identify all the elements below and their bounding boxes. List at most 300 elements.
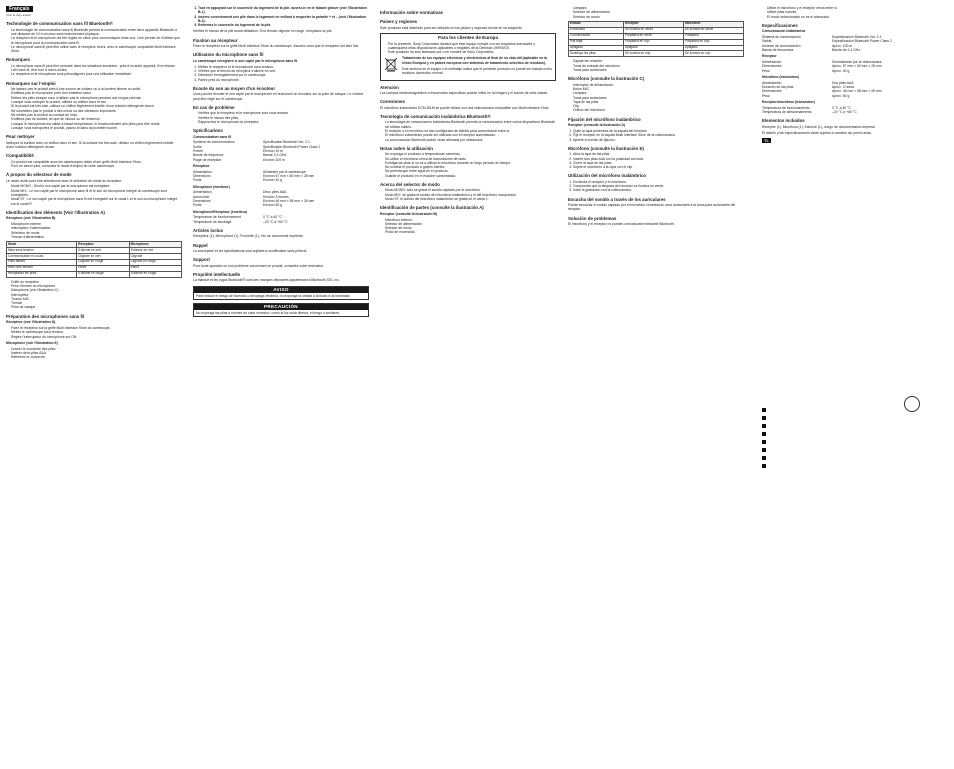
list-item: 2. Insérez correctement une pile dans le logement en veillant à respecter la polarité + et – (voir l'illustration B-2).	[198, 15, 369, 24]
list-item: • Mode ST : Le son capté par le microphone sans fil est enregistré sur le canal L et le son du microphone intégré sur le canal R.	[11, 197, 182, 206]
list-item: • Mode MIX : Le son capté par le microphone sans fil et le son du microphone intégré du caméscope sont enregistrés.	[11, 189, 182, 198]
spec-row	[193, 220, 369, 224]
list-item: • Rapprochez le microphone du récepteur.	[198, 120, 369, 124]
spec-key: Bande de fréquence	[193, 153, 224, 158]
spec-key: Peso	[762, 68, 770, 73]
list-item: • Lámpara	[573, 91, 744, 95]
precaution-head: PRECAUCIÓN	[194, 304, 368, 310]
list-mic2-es	[568, 152, 744, 169]
subheading-receptor: Receptor (consulte la ilustración B)	[380, 211, 438, 216]
heading-conexiones: Conexiones	[380, 99, 405, 105]
list-utilizacion	[568, 180, 744, 193]
heading-fijacion: Fijación del micrófono inalámbrico	[568, 116, 641, 122]
spec-list-es-1	[762, 35, 946, 52]
list-item: • Toma para auriculares	[573, 96, 744, 100]
heading-en-cas: En cas de problème	[193, 104, 235, 110]
list-item: • El modo seleccionado no es el adecuado.	[767, 15, 946, 19]
list-compat	[6, 160, 182, 169]
heading-selector: Acerca del selector de modo	[380, 182, 440, 188]
spec-value: Suministrada por la videocámara	[832, 60, 882, 65]
table-cell: Apagado	[623, 45, 683, 51]
list-item: • Témoin	[11, 301, 182, 305]
table-cell: Sustituya las pilas	[569, 51, 624, 57]
spec-list-es-4	[762, 106, 946, 115]
marker-square-icon	[762, 422, 792, 430]
paragraph-elementos: Receptor (1), Micrófono (1), Estuche (1), Juego de documentación impresa	[762, 124, 875, 129]
list-item: 3. Apriete el tornillo de fijación.	[573, 138, 744, 142]
table-cell: S'allume en rouge	[129, 271, 181, 277]
heading-articles: Articles inclus	[193, 227, 224, 233]
table-cell: Pila baja	[569, 39, 624, 45]
spec-key: Système de communication	[193, 140, 235, 145]
warning-box	[193, 286, 369, 300]
table-row	[7, 271, 182, 277]
subheading-spec4: Receptor/micrófono (transmisor)	[762, 99, 815, 104]
list-item: • Interruptor de alimentación	[573, 83, 744, 87]
spec-key: Dimensions	[193, 198, 211, 203]
table-cell: Clignote en rouge	[77, 259, 129, 265]
spec-value: Banda de 2,4 GHz	[832, 47, 860, 52]
heading-specifications: Spécifications	[193, 128, 223, 134]
table-cell: Se ilumina en rojo	[683, 51, 743, 57]
list-util	[193, 65, 369, 82]
spec-key: Banda de frecuencia	[762, 47, 794, 52]
column-spanish-1	[380, 6, 556, 237]
list-item: • Prise de casque	[11, 305, 182, 309]
spec-key: Poids	[193, 203, 202, 208]
list-item: • Lorsque le microphone est utilisé à basse température, le fonctionnement des piles peut être réduit.	[11, 122, 182, 126]
table-cell: Parpadea en rojo	[683, 39, 743, 45]
list-item: • Ne mettez pas le produit au contact de l'eau.	[11, 113, 182, 117]
spec-value: Environ 57 mm × 60 mm × 28 mm	[263, 173, 315, 178]
list-item: • Interrupteur	[11, 293, 182, 297]
table-cell: S'allume en vert	[129, 248, 181, 254]
list-item: • Lorsque vous transportez le produit, placez-le dans la pochette fournie.	[11, 126, 182, 130]
weee-notice	[383, 56, 553, 76]
spec-key: Dimensiones	[762, 89, 782, 94]
list-item: 4. Parlez près du microphone.	[198, 78, 369, 82]
list-remarques	[6, 64, 182, 77]
list-item: • Utilice pilas nuevas.	[767, 10, 946, 14]
heading-remarques-emploi: Remarques sur l'emploi	[6, 80, 56, 86]
spec-value: –20 °C à +60 °C	[263, 219, 288, 224]
table-cell: Piles faibles	[7, 259, 77, 265]
paragraph-rappel: La conception et les spécifications sont sujettes à modification sans préavis.	[193, 249, 308, 254]
spec-value: Especificación Bluetooth Power Class 2	[832, 39, 892, 44]
heading-elementos: Elementos incluidos	[762, 118, 805, 124]
list-item: • Selector de modo	[573, 15, 744, 19]
list-item: 2. Vérifiez que le témoin du récepteur s'allume en vert.	[198, 69, 369, 73]
spec-value: Bande 2,4 GHz	[263, 153, 287, 158]
heading-remarques: Remarques	[6, 57, 30, 63]
list-item: • Fixez le récepteur sur la griffe Multi Interface Shoe du caméscope.	[11, 326, 182, 330]
table-header: Estado	[569, 21, 624, 27]
list-emploi	[6, 87, 182, 130]
heading-escucha: Escucha del sonido a través de los auriculares	[568, 196, 666, 202]
list-item: 4. Sujete el micrófono a la ropa con el clip.	[573, 165, 744, 169]
list-item: • Modo ST: el sonido del micrófono inalámbrico se graba en el canal L.	[385, 197, 556, 201]
list-item: • Clip	[573, 104, 744, 108]
list-item: • Orificio del micrófono	[573, 108, 744, 112]
heading-atencion: Atención	[380, 84, 399, 90]
paragraph-selecteur: Le mode audio peut être sélectionné avec le sélecteur de mode du récepteur.	[6, 178, 123, 183]
spec-list-2	[193, 170, 369, 183]
spec-value: –20 °C a +60 °C	[832, 110, 857, 115]
list-item: • Modo MIX: se graba el sonido del micrófono inalámbrico y el del micrófono incorporado.	[385, 193, 556, 197]
list-item: • Ce produit est compatible avec les caméscopes dotés d'une griffe Multi Interface Shoe.	[11, 160, 182, 164]
table-cell: S'allume en rouge	[77, 271, 129, 277]
spec-key: Dimensiones	[762, 64, 782, 69]
heading-technology: Technologie de communication sans fil Bluetooth®	[6, 21, 113, 27]
list-item: • Piloto de encendido	[385, 230, 556, 234]
paragraph-solucion: El micrófono y el receptor no pueden comunicarse mediante Bluetooth.	[568, 222, 675, 227]
spec-key: Sistema de comunicación	[762, 35, 801, 40]
heading-tecnologia: Tecnología de comunicación inalámbrica Bluetooth®	[380, 114, 491, 119]
list-item: • Ouvrez le couvercle des piles.	[11, 347, 182, 351]
precaution-body: No exponga las pilas a fuentes de calor excesivo, como la luz solar directa, el fuego o similares.	[196, 311, 340, 316]
subheading-specs2: Récepteur	[193, 163, 210, 168]
list-item: • Mettez le caméscope sous tension.	[11, 330, 182, 334]
spec-value: Aprox. 50 g	[832, 93, 850, 98]
certification-seal-icon	[904, 396, 920, 412]
list-item: • El micrófono inalámbrico puede ser utilizado con el receptor suministrado.	[385, 133, 556, 137]
table-cell: Clignote	[129, 254, 181, 260]
spec-value: Spécification Bluetooth Power Class 2	[263, 144, 321, 149]
list-item: • Touche MIC	[11, 297, 182, 301]
spec-row	[193, 203, 369, 207]
heading-especificaciones: Especificaciones	[762, 22, 798, 28]
marker-square-icon	[762, 446, 792, 454]
spec-value: 0 °C à 40 °C	[263, 215, 282, 220]
list-item: • Vérifiez que le récepteur et le microphone sont sous tension.	[198, 111, 369, 115]
spec-value: Aprox. 3 horas	[832, 85, 855, 90]
paragraph-atencion: Los campos electromagnéticos a frecuencias específicas podrán influir en la imagen y el sonido de esta unidad.	[380, 91, 548, 95]
list-lead-col5	[762, 6, 946, 19]
list-item: • Selector de alimentación	[573, 10, 744, 14]
list-technology	[6, 28, 182, 54]
heading-selecteur: À propos du sélecteur de mode	[6, 172, 72, 178]
heading-ecoute: Écoute du son au moyen d'un écouteur	[193, 85, 276, 91]
spec-row	[762, 94, 946, 98]
crossed-bin-icon	[383, 56, 399, 72]
list-item: • N'utilisez pas de solvant, tel que de l'alcool ou de l'essence.	[11, 117, 182, 121]
status-table-es	[568, 21, 744, 57]
paragraph-paises: Este producto está diseñado para ser utilizado en los países y regiones donde se ha adquirido.	[380, 25, 523, 30]
list-item: • La réception et le microphone ont été réglés en usine pour communiquer entre eux. Ceci permet de n'utiliser que le microphone pour la communication sans fil.	[11, 36, 182, 45]
subheading-specs3: Microphone (émetteur)	[193, 184, 230, 189]
table-cell: Remplacez les piles	[7, 271, 77, 277]
spec-value: Aprox. 40 g	[832, 68, 850, 73]
spec-value: Spécification Bluetooth Ver. 2.1	[263, 140, 310, 145]
list-item: • Si le produit est très sale, utilisez un chiffon légèrement imbibé d'une solution détergente douce.	[11, 104, 182, 108]
list-item: • El receptor y el micrófono se han configurado de fábrica para comunicarse entre sí.	[385, 129, 556, 133]
list-item: • Este producto ha sido fabricado por o en nombre de Sony Corporation.	[388, 50, 553, 54]
spec-value: Environ 10 m	[263, 148, 283, 153]
list-item: • Le microphone sans fil peut être perturbé dans les situations suivantes : près d'un autre appareil, d'un réseau LAN sans fil, d'un four à micro-ondes.	[11, 64, 182, 73]
spec-value: Environ 3 heures	[263, 194, 289, 199]
subheading-spec3: Micrófono (transmisor)	[762, 74, 800, 79]
list-item: • Témoin d'alimentation	[11, 235, 182, 239]
list-item: • Retirez les piles lorsque vous n'utilisez pas le microphone pendant une longue période.	[11, 96, 182, 100]
list-identification	[6, 222, 182, 239]
list-item: • Tapa de las pilas	[573, 100, 744, 104]
spec-key: Température de stockage	[193, 219, 232, 224]
spec-row	[762, 69, 946, 73]
list-item: • La technologie de communication sans fil Bluetooth permet la communication entre deux appareils Bluetooth à une distance de 10 m environ sans branchement physique.	[11, 28, 182, 37]
paragraph-nettoyer: Nettoyez la surface avec un chiffon doux et sec. Si la surface est très sale, utilisez un chiffon légèrement imbibé d'une solution détergente douce.	[6, 140, 174, 149]
list-item: • Microphone externe	[11, 222, 182, 226]
warning-body: Para reducir el riesgo de incendio o descarga eléctrica, no exponga la unidad a la lluvia ni la humedad.	[196, 293, 351, 298]
list-ident-es	[380, 218, 556, 235]
list-item: 3. Refermez le couvercle du logement de la pile.	[198, 23, 369, 27]
spec-value: Deux piles AAA	[263, 190, 287, 195]
spec-key: Alcance de comunicación	[762, 43, 801, 48]
spec-key: Peso	[762, 93, 770, 98]
heading-preparation: Préparation des microphones sans fil	[6, 313, 85, 319]
spec-value: Environ 100 m	[263, 157, 285, 162]
spec-value: Environ 50 g	[263, 203, 283, 208]
spec-list-es-3	[762, 81, 946, 98]
list-item: • No exponga el producto a temperaturas extremas.	[385, 152, 556, 156]
list-item: • Zapata del receptor	[573, 59, 744, 63]
column-spanish-2	[568, 6, 744, 228]
table-cell: Apagado	[569, 45, 624, 51]
paragraph-propriete: La marque et les logos Bluetooth® sont des marques déposées appartenant à Bluetooth SIG, Inc.	[193, 278, 340, 283]
list-prep-mic	[6, 347, 182, 360]
spec-list-3	[193, 190, 369, 207]
list-item: • Le récepteur et le microphone sont préconfigurés pour une utilisation immédiate.	[11, 72, 182, 76]
list-item: • Prise d'entrée du microphone	[11, 284, 182, 288]
spec-value: Environ 40 g	[263, 178, 283, 183]
list-item: • Por la presente, Sony Corporation declara que este equipo cumple con los requisitos esenciales y cualesquiera otras disposiciones aplicables o exigibles de la Directiva 1999/5/CE.	[388, 42, 553, 51]
table-cell: Clignote en vert	[77, 254, 129, 260]
table-cell: S'allume en vert	[77, 248, 129, 254]
table-cell: Clignote en rouge	[129, 259, 181, 265]
table-cell: Se ilumina en verde	[623, 27, 683, 33]
list-item: 2. Inserte dos pilas AAA con la polaridad correcta.	[573, 157, 744, 161]
spec-key: Dimensions	[193, 173, 211, 178]
heading-rappel: Rappel	[193, 242, 208, 248]
subheading-recepteur: Récepteur (voir l'illustration B)	[6, 216, 56, 221]
list-lead	[193, 6, 369, 27]
spec-value: Environ 46 mm × 58 mm × 26 mm	[263, 198, 315, 203]
table-cell: Parpadea	[683, 33, 743, 39]
list-item: 2. Compruebe que la lámpara del receptor se ilumina en verde.	[573, 184, 744, 188]
list-item: • La tecnología de comunicación inalámbrica Bluetooth permite la comunicación entre varios dispositivos Bluetooth sin utilizar cables.	[385, 120, 556, 129]
list-item: • No utilice el micrófono cerca de transmisores de radio.	[385, 157, 556, 161]
spec-key: Duración de las pilas	[762, 85, 794, 90]
list-item: 2. Fije el receptor en la zapata Multi Interface Shoe de la videocámara.	[573, 133, 744, 137]
list-after-table-es	[568, 59, 744, 72]
list-item: • Modo MONO: solo se graba el sonido captado por el micrófono.	[385, 188, 556, 192]
list-item: • Sélecteur de mode	[11, 231, 182, 235]
list-item: 3. Cierre la tapa de las pilas.	[573, 161, 744, 165]
heading-utilizacion: Utilización del micrófono inalámbrico	[568, 173, 647, 179]
subheading-prep: Récepteur (voir l'illustration D)	[6, 320, 56, 325]
marker-square-icon	[762, 414, 792, 422]
spec-key: Température de fonctionnement	[193, 215, 241, 220]
paragraph-fixation: Fixez le récepteur sur la griffe Multi Interface Shoe du caméscope. Assurez-vous que le récepteur est bien fixé.	[193, 44, 360, 49]
subheading-prep-mic: Microphone (voir l'illustration E)	[6, 340, 58, 345]
list-item: • No someta el producto a golpes fuertes.	[385, 165, 556, 169]
spec-value: 0 °C a 40 °C	[832, 105, 851, 110]
spec-key: Alimentation	[193, 190, 212, 195]
list-item: • No permita que entre agua en el producto.	[385, 169, 556, 173]
spec-value: Especificación Bluetooth Ver. 2.1	[832, 35, 882, 40]
subheading-specs4: Microphone/Récepteur (émetteur)	[193, 209, 248, 214]
marker-square-icon	[762, 454, 792, 462]
list-item: • Interrupteur d'alimentation	[11, 226, 182, 230]
precaution-box	[193, 303, 369, 317]
table-cell: Apagado	[683, 45, 743, 51]
table-cell: Comunicación	[569, 33, 624, 39]
spec-key: Poids	[193, 178, 202, 183]
table-header: Micrófono	[683, 21, 743, 27]
table-row	[569, 51, 744, 57]
spec-row	[762, 110, 946, 114]
spec-key: Plage de réception	[193, 157, 222, 162]
paragraph-weee: Tratamiento de los equipos eléctricos y electrónicos al final de su vida útil (aplicable en la Unión Europea y en países europeos con sistemas de tratamiento selectivo de residuos).	[402, 56, 547, 65]
tl-badge: TL	[764, 138, 769, 144]
paragraph-weee-2: Este símbolo en el equipo o el embalaje indica que el presente producto no puede ser tratado como residuos doméstico normal.	[402, 66, 552, 75]
heading-identification: Identification des éléments (Voir l'illustration A)	[6, 209, 105, 215]
spec-key: Temperatura de funcionamiento	[762, 105, 810, 110]
spec-value: Dos pilas AAA	[832, 80, 854, 85]
list-item: • Refermez le couvercle.	[11, 355, 182, 359]
paragraph-support: Pour toute question ou tout problème concernant ce produit, consultez votre revendeur.	[193, 263, 324, 268]
list-en-cas	[193, 111, 369, 124]
spec-list-4	[193, 215, 369, 224]
heading-mic-es: Micrófono (consulte la ilustración C)	[568, 76, 645, 82]
spec-key: Alimentación	[762, 80, 782, 85]
list-item: • Toma de entrada del micrófono	[573, 64, 744, 68]
table-cell: Parpadea en rojo	[623, 39, 683, 45]
heading-mic2-es: Micrófono (consulte la ilustración E)	[568, 145, 644, 151]
list-item: 1. Quite la tapa protectora de la zapata del receptor.	[573, 129, 744, 133]
marker-square-icon	[762, 430, 792, 438]
list-item: • Griffe du récepteur	[11, 280, 182, 284]
column-spanish-3	[762, 6, 946, 144]
list-item: • Selector de modo	[385, 226, 556, 230]
list-item: 1. Tout en appuyant sur le couvercle du logement de la pile, ouvrez-le en le faisant glisser (voir l'illustration B-1).	[198, 6, 369, 15]
paragraph-battery: Vérifiez le niveau de la pile avant utilisation. Si le témoin clignote en rouge, remplacez la pile.	[193, 29, 333, 34]
list-mic-es	[568, 83, 744, 113]
spec-row	[762, 48, 946, 52]
list-item: • Toma para auriculares	[573, 68, 744, 72]
list-selecteur	[6, 184, 182, 205]
marker-square-icon	[762, 462, 792, 470]
column-french-2	[193, 6, 369, 319]
list-tecnologia	[380, 120, 556, 141]
table-cell: Se ilumina en verde	[683, 27, 743, 33]
table-cell: Éteint	[77, 265, 129, 271]
list-item: 3. Inicie la grabación con la videocámara.	[573, 188, 744, 192]
spec-list-es-2	[762, 60, 946, 73]
list-fijacion	[568, 129, 744, 142]
list-item: 1. Abra la tapa de las pilas.	[573, 152, 744, 156]
list-item: • Ne laissez pas le produit près d'une source de chaleur ou à la lumière directe du soleil.	[11, 87, 182, 91]
list-item: • Vérifiez le niveau des piles.	[198, 116, 369, 120]
spec-key: Alimentación	[762, 60, 782, 65]
table-header: Récepteur	[77, 242, 129, 248]
spec-list-1	[193, 140, 369, 161]
table-cell: Mise hors tension	[7, 265, 77, 271]
paragraph-nota: El diseño y las especificaciones están sujetos a cambios sin previo aviso.	[762, 130, 873, 135]
list-item: • Lorsque vous nettoyez le produit, utilisez un chiffon doux et sec.	[11, 100, 182, 104]
subheading-fijacion: Receptor (consulte la ilustración D)	[568, 123, 626, 128]
spec-value: Aprox. 46 mm × 58 mm × 26 mm	[832, 89, 882, 94]
list-item: • Extraiga las pilas si no va a utilizar el micrófono durante un largo período de tiempo.	[385, 161, 556, 165]
heading-notas: Notas sobre la utilización	[380, 145, 433, 151]
list-item: 1. Encienda el receptor y el micrófono.	[573, 180, 744, 184]
subheading-specs: Communication sans fil	[193, 134, 232, 139]
list-item: 1. Mettez le récepteur et le microphone sous tension.	[198, 65, 369, 69]
heading-solucion: Solución de problemas	[568, 215, 617, 221]
list-item: • La comunicación Bluetooth puede verse afectada por obstáculos.	[385, 138, 556, 142]
column-french-1	[6, 6, 182, 362]
logo-note: (Voir le logo avant)	[6, 13, 32, 17]
paragraph-ecoute: Vous pouvez écouter le son capté par le microphone en branchant un écouteur sur la prise de casque. Le volume peut être réglé sur le caméscope.	[193, 92, 364, 101]
heading-support: Support	[193, 257, 210, 263]
status-table-fr	[6, 241, 182, 277]
marker-square-icon	[762, 406, 792, 414]
table-cell: Encendido	[569, 27, 624, 33]
language-tab: Français	[6, 6, 33, 12]
list-item: • Guarde el producto en el estuche suministrado.	[385, 174, 556, 178]
heading-info: Información sobre normativas	[380, 10, 443, 15]
list-lead-es	[568, 6, 744, 19]
table-header: Mode	[7, 242, 77, 248]
spec-key: Autonomie	[193, 194, 210, 199]
warning-head: AVISO	[194, 287, 368, 293]
heading-paises: Países y regiones	[380, 19, 418, 25]
list-after-table	[6, 280, 182, 310]
paragraph-articles: Récepteur (1), Microphone (1), Pochette (1), Jeu de documents imprimés	[193, 234, 304, 239]
heading-clientes: Para los clientes de Europa	[438, 35, 498, 41]
heading-compat: Compatibilité	[6, 153, 34, 159]
list-item: • Réglez l'interrupteur du microphone sur ON.	[11, 335, 182, 339]
spec-key: Temperatura de almacenamiento	[762, 110, 812, 115]
list-item: • Le microphone sans fil peut être utilisé avec le récepteur fourni, avec le caméscope compatible Multi Interface Shoe.	[11, 45, 182, 54]
list-item: • Utilice el micrófono y el receptor cerca entre sí.	[767, 6, 946, 10]
table-cell: Communication en cours	[7, 254, 77, 260]
table-cell: Parpadea en verde	[623, 33, 683, 39]
list-item: • Insérez deux piles AAA.	[11, 351, 182, 355]
paragraph-conexiones: El micrófono inalámbrico ECM-W1M se puede utilizar con una videocámara compatible con Multi Interface Shoe.	[380, 105, 550, 110]
heading-pour-nettoyer: Pour nettoyer	[6, 134, 35, 140]
spec-key: Portée	[193, 148, 203, 153]
subheading-spec1: Comunicación inalámbrica	[762, 29, 806, 34]
spec-value: Aprox. 100 m	[832, 43, 853, 48]
paragraph-util-bold: Le caméscope enregistre le son capté par le microphone sans fil.	[193, 58, 299, 63]
paragraph-escucha: Puede escuchar el sonido captado por el micrófono conectando unos auriculares a la toma para auriculares del receptor.	[568, 203, 736, 212]
spec-value: Alimentée par le caméscope	[263, 169, 306, 174]
table-header: Microphone	[129, 242, 181, 248]
subheading-spec2: Receptor	[762, 54, 777, 59]
spec-key: Sortie	[193, 144, 202, 149]
list-item: • Mode MONO : Seul le son capté par le microphone est enregistré.	[11, 184, 182, 188]
spec-value: Aprox. 57 mm × 60 mm × 28 mm	[832, 64, 882, 69]
list-item: • Ne soumettez pas le produit à des chocs ou des vibrations importants.	[11, 109, 182, 113]
spec-row	[193, 158, 369, 162]
table-cell: Mise sous tension	[7, 248, 77, 254]
reference-markers	[762, 406, 792, 470]
list-item: • Lámpara	[573, 6, 744, 10]
heading-fixation: Fixation au récepteur	[193, 37, 238, 43]
spec-row	[193, 178, 369, 182]
spec-key: Alimentation	[193, 169, 212, 174]
list-item: • Selector de alimentación	[385, 222, 556, 226]
